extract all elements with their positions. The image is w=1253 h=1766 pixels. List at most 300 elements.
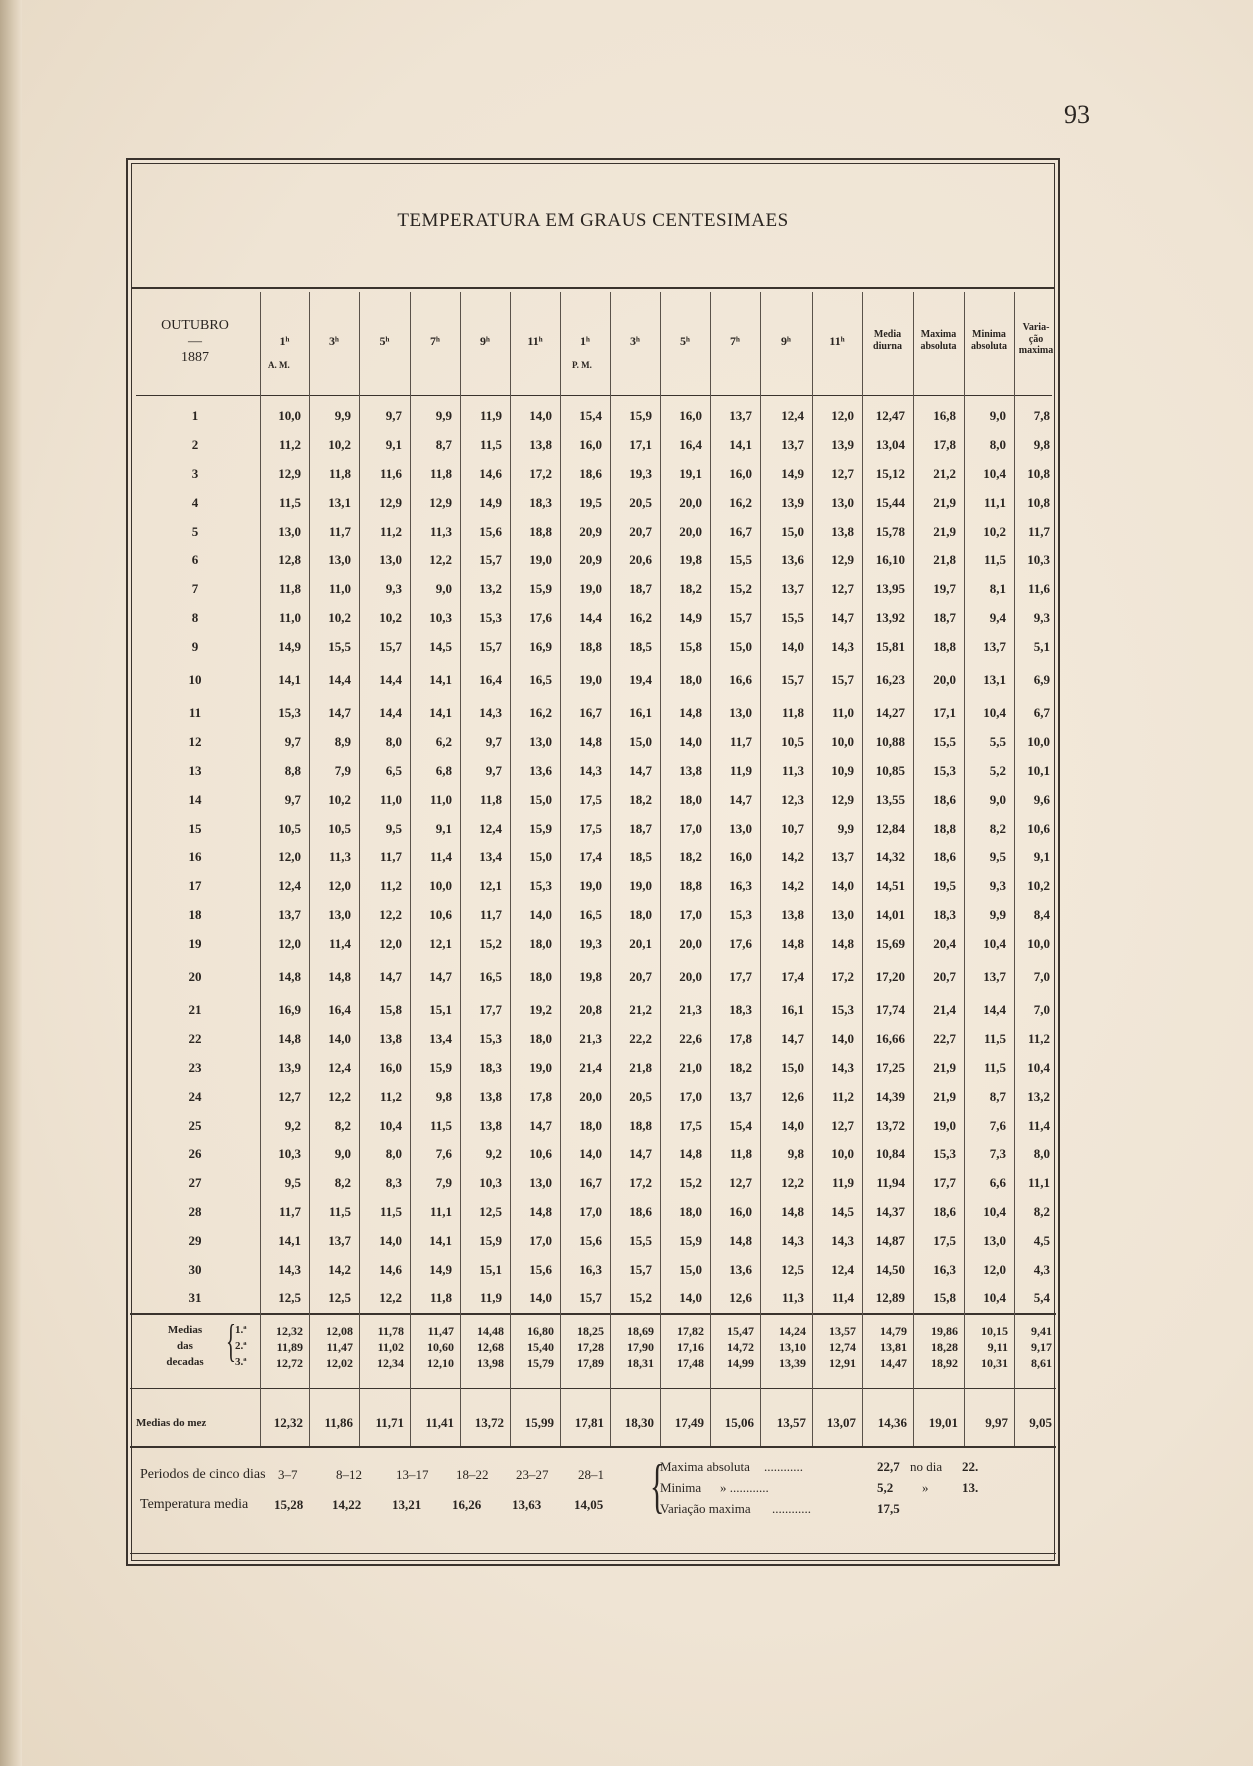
value-cell: 12,0 <box>278 935 301 951</box>
value-cell: 9,8 <box>435 1088 452 1104</box>
value-cell: 12,2 <box>379 906 402 922</box>
value-cell: 10,5 <box>278 820 301 836</box>
value-cell: 16,10 <box>875 552 905 568</box>
decade-mean-value: 14,24 <box>779 1324 806 1338</box>
value-cell: 17,6 <box>529 609 552 625</box>
value-cell: 15,7 <box>579 1290 602 1306</box>
extreme-value: 5,2 <box>877 1480 894 1495</box>
value-cell: 18,8 <box>679 878 702 894</box>
value-cell: 8,2 <box>989 820 1006 836</box>
value-cell: 12,7 <box>278 1088 301 1104</box>
decade-mean-value: 14,72 <box>727 1340 754 1354</box>
value-cell: 18,3 <box>529 494 552 510</box>
value-cell: 15,3 <box>933 1146 956 1162</box>
value-cell: 15,44 <box>875 494 905 510</box>
value-cell: 9,0 <box>334 1146 351 1162</box>
footer-rule <box>130 1446 1056 1448</box>
value-cell: 13,0 <box>983 1232 1006 1248</box>
value-cell: 19,3 <box>629 465 652 481</box>
value-cell: 15,7 <box>479 638 502 654</box>
value-cell: 10,4 <box>983 705 1006 721</box>
value-cell: 17,4 <box>579 849 602 865</box>
hour-header: 9ʰ <box>480 334 490 348</box>
value-cell: 16,6 <box>729 672 752 688</box>
decade-mean-value: 9,11 <box>987 1340 1008 1354</box>
header-line: absoluta <box>970 340 1008 352</box>
month-mean-value: 11,71 <box>375 1415 404 1430</box>
value-cell: 18,6 <box>933 1203 956 1219</box>
value-cell: 10,0 <box>1027 734 1050 750</box>
value-cell: 10,4 <box>983 1203 1006 1219</box>
value-cell: 15,2 <box>729 581 752 597</box>
value-cell: 11,9 <box>479 408 502 424</box>
value-cell: 16,0 <box>379 1059 402 1075</box>
value-cell: 16,0 <box>729 849 752 865</box>
value-cell: 12,5 <box>781 1261 804 1277</box>
decades-rule <box>130 1313 1056 1315</box>
value-cell: 7,9 <box>334 762 351 778</box>
value-cell: 8,1 <box>989 581 1006 597</box>
value-cell: 13,7 <box>983 638 1006 654</box>
value-cell: 11,6 <box>379 465 402 481</box>
value-cell: 19,3 <box>579 935 602 951</box>
day-cell: 25 <box>188 1117 202 1133</box>
month-mean-value: 11,86 <box>324 1415 353 1430</box>
table-row <box>130 632 1058 661</box>
period-range: 8–12 <box>336 1467 362 1482</box>
value-cell: 9,0 <box>989 408 1006 424</box>
value-cell: 12,5 <box>328 1290 351 1306</box>
value-cell: 10,3 <box>1027 552 1050 568</box>
value-cell: 15,4 <box>729 1117 752 1133</box>
value-cell: 15,7 <box>629 1261 652 1277</box>
decade-mean-value: 11,02 <box>377 1340 404 1354</box>
value-cell: 11,2 <box>379 523 402 539</box>
value-cell: 16,1 <box>629 705 652 721</box>
value-cell: 8,3 <box>385 1175 402 1191</box>
month-mean-value: 17,49 <box>674 1415 704 1430</box>
header-rule <box>136 395 1052 396</box>
decade-mean-value: 12,74 <box>829 1340 856 1354</box>
value-cell: 10,4 <box>983 465 1006 481</box>
table-row <box>130 460 1058 489</box>
value-cell: 6,7 <box>1033 705 1050 721</box>
value-cell: 17,1 <box>933 705 956 721</box>
value-cell: 10,85 <box>875 762 905 778</box>
month-mean-value: 15,99 <box>524 1415 554 1430</box>
value-cell: 15,5 <box>729 552 752 568</box>
value-cell: 13,9 <box>278 1059 301 1075</box>
value-cell: 15,7 <box>479 552 502 568</box>
hour-header: 7ʰ <box>730 334 740 348</box>
value-cell: 8,9 <box>334 734 351 750</box>
value-cell: 17,8 <box>933 437 956 453</box>
value-cell: 7,0 <box>1033 969 1050 985</box>
value-cell: 15,8 <box>933 1290 956 1306</box>
decade-mean-value: 14,79 <box>880 1324 907 1338</box>
value-cell: 6,6 <box>989 1175 1006 1191</box>
value-cell: 14,8 <box>679 705 702 721</box>
day-cell: 5 <box>191 523 199 539</box>
value-cell: 10,4 <box>983 1290 1006 1306</box>
value-cell: 14,9 <box>679 609 702 625</box>
value-cell: 20,0 <box>933 672 956 688</box>
value-cell: 18,5 <box>629 638 652 654</box>
value-cell: 15,5 <box>629 1232 652 1248</box>
month-mean-value: 18,30 <box>624 1415 654 1430</box>
value-cell: 14,8 <box>579 734 602 750</box>
value-cell: 8,8 <box>284 762 301 778</box>
value-cell: 11,8 <box>328 465 351 481</box>
value-cell: 8,2 <box>1033 1203 1050 1219</box>
value-cell: 12,4 <box>278 878 301 894</box>
value-cell: 6,9 <box>1033 672 1050 688</box>
value-cell: 8,4 <box>1033 906 1050 922</box>
extreme-label: Maxima absoluta <box>660 1459 750 1474</box>
value-cell: 12,89 <box>875 1290 905 1306</box>
decade-mean-value: 17,89 <box>577 1356 604 1370</box>
extreme-dots: » ............ <box>720 1480 769 1495</box>
value-cell: 21,8 <box>933 552 956 568</box>
value-cell: 16,4 <box>679 437 702 453</box>
decade-mean-value: 13,81 <box>880 1340 907 1354</box>
value-cell: 12,4 <box>781 408 804 424</box>
value-cell: 11,4 <box>328 935 351 951</box>
value-cell: 14,7 <box>429 969 452 985</box>
value-cell: 10,2 <box>983 523 1006 539</box>
value-cell: 9,5 <box>385 820 402 836</box>
value-cell: 16,9 <box>529 638 552 654</box>
value-cell: 14,3 <box>831 638 854 654</box>
value-cell: 10,5 <box>781 734 804 750</box>
value-cell: 14,9 <box>429 1261 452 1277</box>
value-cell: 10,2 <box>328 609 351 625</box>
value-cell: 14,3 <box>781 1232 804 1248</box>
day-cell: 7 <box>191 581 199 597</box>
value-cell: 13,2 <box>1027 1088 1050 1104</box>
decade-brace: { <box>226 1315 236 1366</box>
value-cell: 15,5 <box>781 609 804 625</box>
value-cell: 11,2 <box>379 878 402 894</box>
day-cell: 12 <box>188 734 202 750</box>
value-cell: 13,6 <box>781 552 804 568</box>
decade-mean-value: 13,57 <box>829 1324 856 1338</box>
value-cell: 13,7 <box>729 1088 752 1104</box>
header-line: diurna <box>873 340 902 352</box>
value-cell: 9,5 <box>284 1175 301 1191</box>
table-row <box>130 843 1058 872</box>
value-cell: 9,9 <box>435 408 452 424</box>
decade-means-label <box>140 1322 230 1370</box>
value-cell: 14,37 <box>875 1203 905 1219</box>
value-cell: 13,92 <box>875 609 905 625</box>
value-cell: 10,88 <box>875 734 905 750</box>
value-cell: 12,6 <box>781 1088 804 1104</box>
value-cell: 13,7 <box>983 969 1006 985</box>
day-cell: 28 <box>188 1203 202 1219</box>
value-cell: 9,7 <box>485 762 502 778</box>
value-cell: 17,0 <box>679 1088 702 1104</box>
value-cell: 11,5 <box>379 1203 402 1219</box>
value-cell: 12,0 <box>278 849 301 865</box>
value-cell: 14,0 <box>781 1117 804 1133</box>
value-cell: 14,3 <box>831 1059 854 1075</box>
value-cell: 19,2 <box>529 1002 552 1018</box>
value-cell: 5,5 <box>989 734 1006 750</box>
decade-mean-value: 18,28 <box>931 1340 958 1354</box>
decade-mean-value: 17,28 <box>577 1340 604 1354</box>
value-cell: 20,7 <box>629 969 652 985</box>
value-cell: 15,3 <box>278 705 301 721</box>
period-temp: 15,28 <box>274 1497 304 1512</box>
value-cell: 7,9 <box>435 1175 452 1191</box>
value-cell: 13,0 <box>379 552 402 568</box>
day-cell: 11 <box>188 705 202 721</box>
value-cell: 14,0 <box>831 878 854 894</box>
decade-mean-value: 14,47 <box>880 1356 907 1370</box>
value-cell: 20,0 <box>679 523 702 539</box>
month-mean-value: 13,07 <box>826 1415 856 1430</box>
value-cell: 18,7 <box>629 820 652 836</box>
minima-absoluta-header <box>964 329 1014 352</box>
value-cell: 9,2 <box>485 1146 502 1162</box>
value-cell: 14,8 <box>729 1232 752 1248</box>
value-cell: 18,8 <box>629 1117 652 1133</box>
table-row <box>130 488 1058 517</box>
hour-header: 1ʰ <box>279 334 290 348</box>
value-cell: 19,4 <box>629 672 652 688</box>
value-cell: 9,7 <box>385 408 402 424</box>
value-cell: 18,8 <box>933 638 956 654</box>
value-cell: 12,7 <box>831 465 854 481</box>
value-cell: 13,2 <box>479 581 502 597</box>
value-cell: 13,9 <box>831 437 854 453</box>
value-cell: 12,5 <box>278 1290 301 1306</box>
value-cell: 11,5 <box>328 1203 351 1219</box>
value-cell: 18,6 <box>933 849 956 865</box>
decade-mean-value: 18,92 <box>931 1356 958 1370</box>
value-cell: 20,0 <box>679 494 702 510</box>
value-cell: 11,7 <box>379 849 402 865</box>
value-cell: 12,9 <box>831 791 854 807</box>
value-cell: 12,8 <box>278 552 301 568</box>
value-cell: 18,0 <box>529 969 552 985</box>
value-cell: 11,2 <box>831 1088 854 1104</box>
value-cell: 15,2 <box>629 1290 652 1306</box>
value-cell: 14,4 <box>328 672 351 688</box>
value-cell: 14,8 <box>278 969 301 985</box>
value-cell: 15,1 <box>479 1261 502 1277</box>
value-cell: 12,2 <box>328 1088 351 1104</box>
value-cell: 20,7 <box>629 523 652 539</box>
value-cell: 11,4 <box>1027 1117 1050 1133</box>
decade-mean-value: 13,98 <box>477 1356 504 1370</box>
value-cell: 10,4 <box>983 935 1006 951</box>
extreme-day: 22. <box>962 1459 979 1474</box>
value-cell: 12,3 <box>781 791 804 807</box>
value-cell: 9,7 <box>284 791 301 807</box>
value-cell: 11,2 <box>1027 1031 1050 1047</box>
value-cell: 18,3 <box>933 906 956 922</box>
month-mean-value: 12,32 <box>273 1415 303 1430</box>
value-cell: 8,7 <box>435 437 452 453</box>
binding-edge <box>0 0 22 1766</box>
decade-label-line: decadas <box>166 1356 204 1368</box>
decade-mean-value: 16,80 <box>527 1324 554 1338</box>
value-cell: 13,7 <box>729 408 752 424</box>
value-cell: 14,2 <box>781 878 804 894</box>
decade-mean-value: 10,60 <box>427 1340 454 1354</box>
day-cell: 22 <box>188 1031 202 1047</box>
value-cell: 13,8 <box>479 1088 502 1104</box>
value-cell: 16,7 <box>579 705 602 721</box>
extreme-value: 17,5 <box>877 1501 900 1516</box>
value-cell: 15,81 <box>875 638 905 654</box>
header-line: Maxima <box>920 329 957 340</box>
header-line: Varia- <box>1022 322 1050 333</box>
value-cell: 15,0 <box>781 523 804 539</box>
day-cell: 31 <box>188 1290 202 1306</box>
value-cell: 14,39 <box>875 1088 905 1104</box>
value-cell: 18,8 <box>933 820 956 836</box>
value-cell: 11,5 <box>479 437 502 453</box>
value-cell: 16,2 <box>629 609 652 625</box>
value-cell: 17,8 <box>529 1088 552 1104</box>
value-cell: 6,8 <box>435 762 452 778</box>
value-cell: 15,3 <box>831 1002 854 1018</box>
value-cell: 10,0 <box>278 408 301 424</box>
value-cell: 19,8 <box>579 969 602 985</box>
hour-header: 11ʰ <box>527 334 543 348</box>
value-cell: 11,3 <box>781 1290 804 1306</box>
value-cell: 7,0 <box>1033 1002 1050 1018</box>
value-cell: 17,5 <box>579 791 602 807</box>
table-row <box>130 517 1058 546</box>
value-cell: 20,0 <box>579 1088 602 1104</box>
value-cell: 11,0 <box>429 791 452 807</box>
value-cell: 19,7 <box>933 581 956 597</box>
value-cell: 14,5 <box>429 638 452 654</box>
value-cell: 12,4 <box>831 1261 854 1277</box>
value-cell: 17,5 <box>679 1117 702 1133</box>
value-cell: 16,66 <box>875 1031 905 1047</box>
value-cell: 14,7 <box>379 969 402 985</box>
value-cell: 17,0 <box>679 906 702 922</box>
table-row <box>130 661 1058 699</box>
month-label: OUTUBRO <box>161 318 229 333</box>
value-cell: 18,3 <box>479 1059 502 1075</box>
pm-label: P. M. <box>572 360 592 370</box>
value-cell: 16,2 <box>529 705 552 721</box>
value-cell: 14,7 <box>328 705 351 721</box>
value-cell: 10,84 <box>875 1146 905 1162</box>
value-cell: 12,7 <box>729 1175 752 1191</box>
value-cell: 22,6 <box>679 1031 702 1047</box>
value-cell: 20,1 <box>629 935 652 951</box>
header-line: absoluta <box>920 340 957 352</box>
period-temp: 16,26 <box>452 1497 482 1512</box>
value-cell: 20,6 <box>629 552 652 568</box>
value-cell: 15,1 <box>429 1002 452 1018</box>
value-cell: 17,7 <box>729 969 752 985</box>
table-row <box>130 757 1058 786</box>
value-cell: 20,0 <box>679 969 702 985</box>
value-cell: 14,7 <box>529 1117 552 1133</box>
value-cell: 7,3 <box>989 1146 1006 1162</box>
day-cell: 10 <box>188 672 202 688</box>
value-cell: 10,9 <box>831 762 854 778</box>
value-cell: 21,9 <box>933 494 956 510</box>
value-cell: 17,2 <box>629 1175 652 1191</box>
table-row <box>130 604 1058 633</box>
decade-mean-value: 14,48 <box>477 1324 504 1338</box>
value-cell: 9,9 <box>334 408 351 424</box>
value-cell: 10,6 <box>1027 820 1050 836</box>
value-cell: 12,4 <box>479 820 502 836</box>
table-row <box>130 1255 1058 1284</box>
value-cell: 15,6 <box>479 523 502 539</box>
value-cell: 11,5 <box>983 1059 1006 1075</box>
value-cell: 19,5 <box>933 878 956 894</box>
value-cell: 16,8 <box>933 408 956 424</box>
value-cell: 16,4 <box>328 1002 351 1018</box>
value-cell: 16,5 <box>579 906 602 922</box>
day-cell: 24 <box>188 1088 202 1104</box>
value-cell: 15,3 <box>479 1031 502 1047</box>
period-range: 13–17 <box>396 1467 429 1482</box>
value-cell: 18,0 <box>679 1203 702 1219</box>
table-row <box>130 546 1058 575</box>
decade-mean-value: 13,39 <box>779 1356 806 1370</box>
value-cell: 14,8 <box>831 935 854 951</box>
table-row <box>130 1082 1058 1111</box>
value-cell: 15,3 <box>729 906 752 922</box>
value-cell: 17,20 <box>875 969 905 985</box>
value-cell: 18,3 <box>729 1002 752 1018</box>
value-cell: 10,3 <box>479 1175 502 1191</box>
value-cell: 18,2 <box>679 581 702 597</box>
value-cell: 17,5 <box>933 1232 956 1248</box>
value-cell: 12,9 <box>278 465 301 481</box>
value-cell: 10,2 <box>328 791 351 807</box>
value-cell: 19,0 <box>933 1117 956 1133</box>
header-line: maxima <box>1018 345 1054 356</box>
value-cell: 14,2 <box>781 849 804 865</box>
value-cell: 14,5 <box>831 1203 854 1219</box>
value-cell: 14,8 <box>781 935 804 951</box>
value-cell: 15,9 <box>529 581 552 597</box>
value-cell: 12,0 <box>379 935 402 951</box>
period-range: 3–7 <box>278 1467 298 1482</box>
value-cell: 11,5 <box>278 494 301 510</box>
value-cell: 14,4 <box>379 705 402 721</box>
day-cell: 1 <box>191 408 199 424</box>
decade-mark: 1.ª <box>235 1324 247 1336</box>
temperature-table <box>130 402 1058 1313</box>
value-cell: 14,0 <box>781 638 804 654</box>
value-cell: 13,1 <box>983 672 1006 688</box>
value-cell: 13,1 <box>328 494 351 510</box>
hour-header: 1ʰ <box>580 334 590 348</box>
decade-mean-value: 13,10 <box>779 1340 806 1354</box>
value-cell: 15,8 <box>379 1002 402 1018</box>
day-cell: 4 <box>191 494 199 510</box>
value-cell: 17,0 <box>579 1203 602 1219</box>
value-cell: 11,8 <box>429 465 452 481</box>
value-cell: 14,1 <box>729 437 752 453</box>
extremes-brace: { <box>650 1453 665 1519</box>
value-cell: 10,1 <box>1027 762 1050 778</box>
